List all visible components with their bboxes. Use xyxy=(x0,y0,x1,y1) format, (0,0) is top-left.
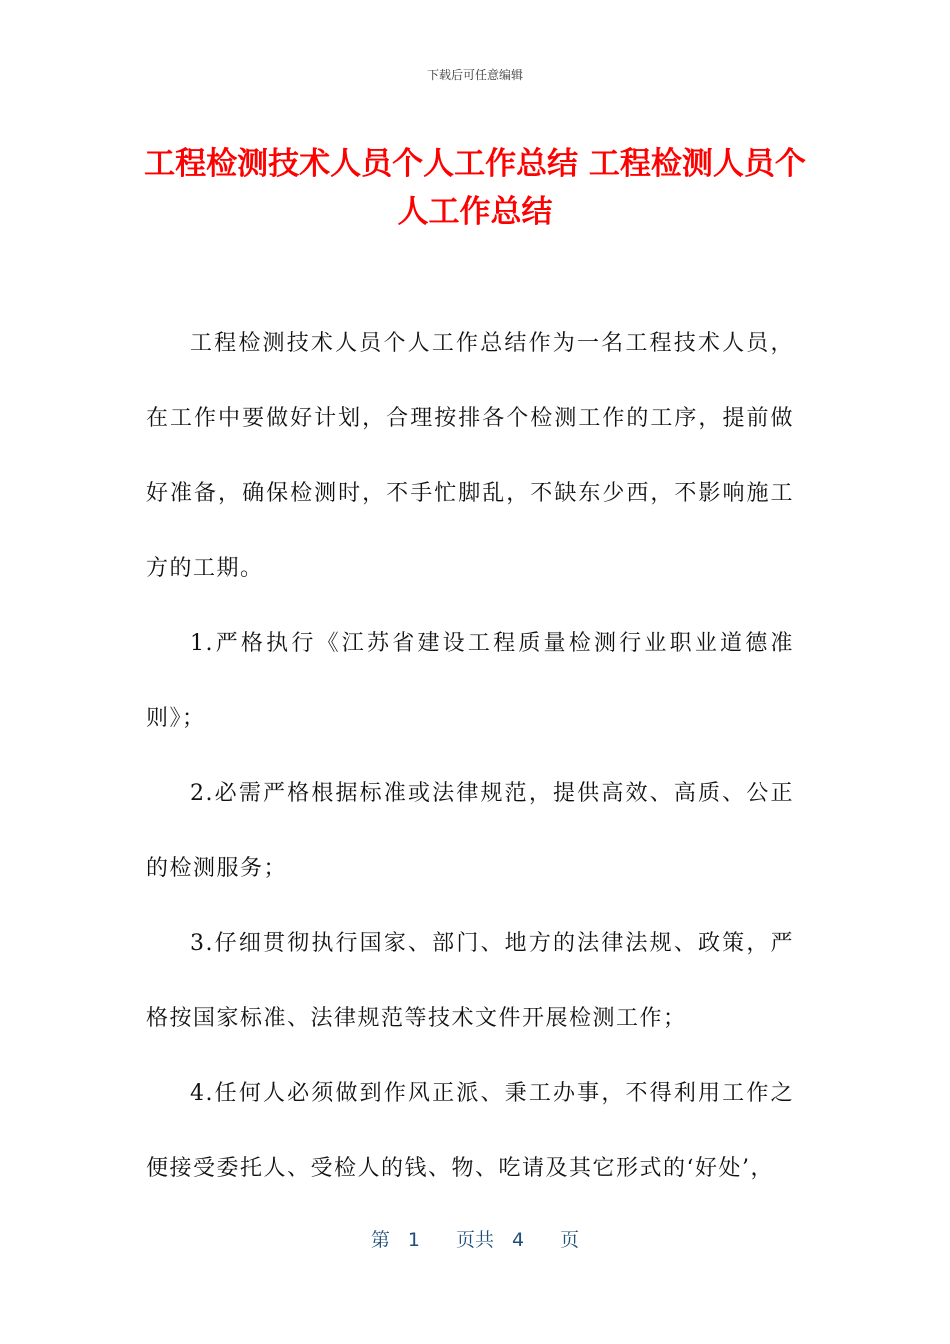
page-footer xyxy=(0,1225,950,1252)
document-body xyxy=(146,306,794,1206)
paragraph-item-1: 1.严格执行《江苏省建设工程质量检测行业职业道德准则》； xyxy=(146,631,794,731)
document-title: 工程检测技术人员个人工作总结 工程检测人员个人工作总结 xyxy=(144,146,806,230)
footer-middle: 页共 xyxy=(455,1229,494,1251)
paragraph-intro: 工程检测技术人员个人工作总结作为一名工程技术人员，在工作中要做好计划，合理按排各个检测工作的工序，提前做好准备，确保检测时，不手忙脚乱，不缺东少西，不影响施工方的工期。 xyxy=(146,331,794,581)
paragraph-item-4: 4.任何人必须做到作风正派、秉工办事，不得利用工作之便接受委托人、受检人的钱、物、吃请及其它形式的‘好处’， xyxy=(146,1081,794,1181)
paragraph-item-3: 3.仔细贯彻执行国家、部门、地方的法律法规、政策，严格按国家标准、法律规范等技术文件开展检测工作； xyxy=(146,931,794,1031)
header-note: 下载后可任意编辑 xyxy=(426,68,523,82)
paragraph-item-2: 2.必需严格根据标准或法律规范，提供高效、高质、公正的检测服务； xyxy=(146,781,794,881)
total-pages-number: 4 xyxy=(512,1229,525,1251)
footer-prefix: 第 xyxy=(370,1229,390,1251)
footer-suffix: 页 xyxy=(560,1229,580,1251)
current-page-number: 1 xyxy=(407,1229,420,1251)
